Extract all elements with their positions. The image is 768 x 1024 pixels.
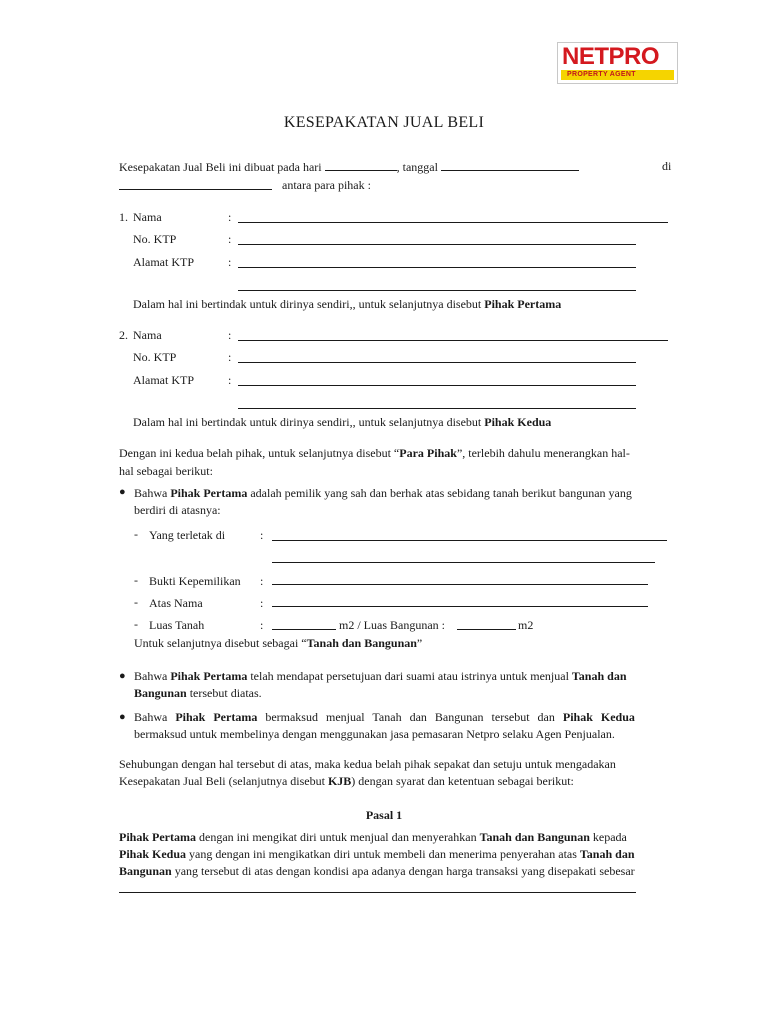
bullet2-line1: Bahwa Pihak Pertama telah mendapat persetujuan dari suami atau istrinya untuk menjual Tanah dan [134,669,627,683]
luas-tanah-field[interactable] [272,629,336,630]
bullet-icon-3: ● [119,711,126,723]
logo-wordmark: NETPRO [562,43,660,70]
bullet2-line2: Bangunan tersebut diatas. [134,686,262,700]
party1-alamat-field-1[interactable] [238,267,636,268]
party1-label-alamat: Alamat KTP [133,255,194,269]
bullet3-line1: Bahwa Pihak Pertama bermaksud menjual Tanah dan Bangunan tersebut dan Pihak Kedua [134,710,635,724]
party2-ktp-field[interactable] [238,362,636,363]
party1-number: 1. [119,210,128,224]
luas-end-text: m2 [518,618,534,632]
party2-colon-ktp: : [228,350,232,364]
colon-luas-tanah: : [260,618,264,632]
para-pihak-line2: hal sebagai berikut: [119,464,213,478]
pasal1-line1: Pihak Pertama dengan ini mengikat diri untuk menjual dan menyerahkan Tanah dan Bangunan kepada [119,830,627,844]
label-bukti: Bukti Kepemilikan [149,574,241,588]
party2-label-ktp: No. KTP [133,350,177,364]
blank-tanggal[interactable] [441,159,579,171]
party2-label-nama: Nama [133,328,162,342]
bullet-icon-2: ● [119,670,126,682]
party1-label-ktp: No. KTP [133,232,177,246]
colon-terletak: : [260,528,264,542]
blank-lokasi[interactable] [119,189,272,190]
party2-colon-nama: : [228,328,232,342]
party1-nama-field[interactable] [238,222,668,223]
party2-colon-alamat: : [228,373,232,387]
party2-alamat-field-1[interactable] [238,385,636,386]
dash-icon: - [134,595,138,609]
blank-hari[interactable] [325,159,397,171]
harga-field[interactable] [119,892,636,893]
netpro-logo [557,42,678,84]
party2-number: 2. [119,328,128,342]
party1-ktp-field[interactable] [238,244,636,245]
colon-bukti: : [260,574,264,588]
party1-colon-alamat: : [228,255,232,269]
party1-alamat-field-2[interactable] [238,290,636,291]
pasal1-line3: Bangunan yang tersebut di atas dengan kondisi apa adanya dengan harga transaksi yang disepakati sebesar [119,864,635,878]
para-pihak-line1: Dengan ini kedua belah pihak, untuk selanjutnya disebut “Para Pihak”, terlebih dahulu menerangkan hal- [119,446,630,460]
intro-di: di [662,159,672,173]
dash-icon: - [134,617,138,631]
bullet3-line2: bermaksud untuk membelinya dengan menggunakan jasa pemasaran Netpro selaku Agen Penjualan. [134,727,615,741]
bullet1-line2: berdiri di atasnya: [134,503,221,517]
bukti-field[interactable] [272,584,648,585]
dash-icon: - [134,527,138,541]
party2-label-alamat: Alamat KTP [133,373,194,387]
closing-line1: Sehubungan dengan hal tersebut di atas, maka kedua belah pihak sepakat dan setuju untuk mengadakan [119,757,616,771]
closing-line2: Kesepakatan Jual Beli (selanjutnya disebut KJB) dengan syarat dan ketentuan sebagai berikut: [119,774,574,788]
dash-icon: - [134,573,138,587]
pasal1-heading: Pasal 1 [365,808,403,822]
party2-alamat-field-2[interactable] [238,408,636,409]
party1-label-nama: Nama [133,210,162,224]
bullet-icon-1: ● [119,486,126,498]
label-terletak: Yang terletak di [149,528,226,542]
atas-nama-field[interactable] [272,606,648,607]
terletak-field-2[interactable] [272,562,655,563]
luas-bangunan-field[interactable] [457,629,516,630]
label-luas-tanah: Luas Tanah [149,618,205,632]
pasal1-line2: Pihak Kedua yang dengan ini mengikatkan diri untuk membeli dan menerima penyerahan atas Tanah dan [119,847,635,861]
tanah-bangunan-definition: Untuk selanjutnya disebut sebagai “Tanah dan Bangunan” [134,636,423,650]
logo-tagline: PROPERTY AGENT [561,70,674,80]
luas-mid-text: m2 / Luas Bangunan : [339,618,445,632]
document-title: KESEPAKATAN JUAL BELI [283,114,485,131]
intro-text-1: Kesepakatan Jual Beli ini dibuat pada hari , tanggal [119,159,579,175]
intro-text-2: antara para pihak : [282,178,371,192]
bullet1-line1: Bahwa Pihak Pertama adalah pemilik yang sah dan berhak atas sebidang tanah berikut bangunan yang [134,486,632,500]
terletak-field-1[interactable] [272,540,667,541]
label-atas-nama: Atas Nama [149,596,203,610]
party2-nama-field[interactable] [238,340,668,341]
party1-statement: Dalam hal ini bertindak untuk dirinya sendiri,, untuk selanjutnya disebut Pihak Pertama [133,297,562,311]
party1-colon-ktp: : [228,232,232,246]
party1-colon-nama: : [228,210,232,224]
party2-statement: Dalam hal ini bertindak untuk dirinya sendiri,, untuk selanjutnya disebut Pihak Kedua [133,415,552,429]
colon-atas-nama: : [260,596,264,610]
